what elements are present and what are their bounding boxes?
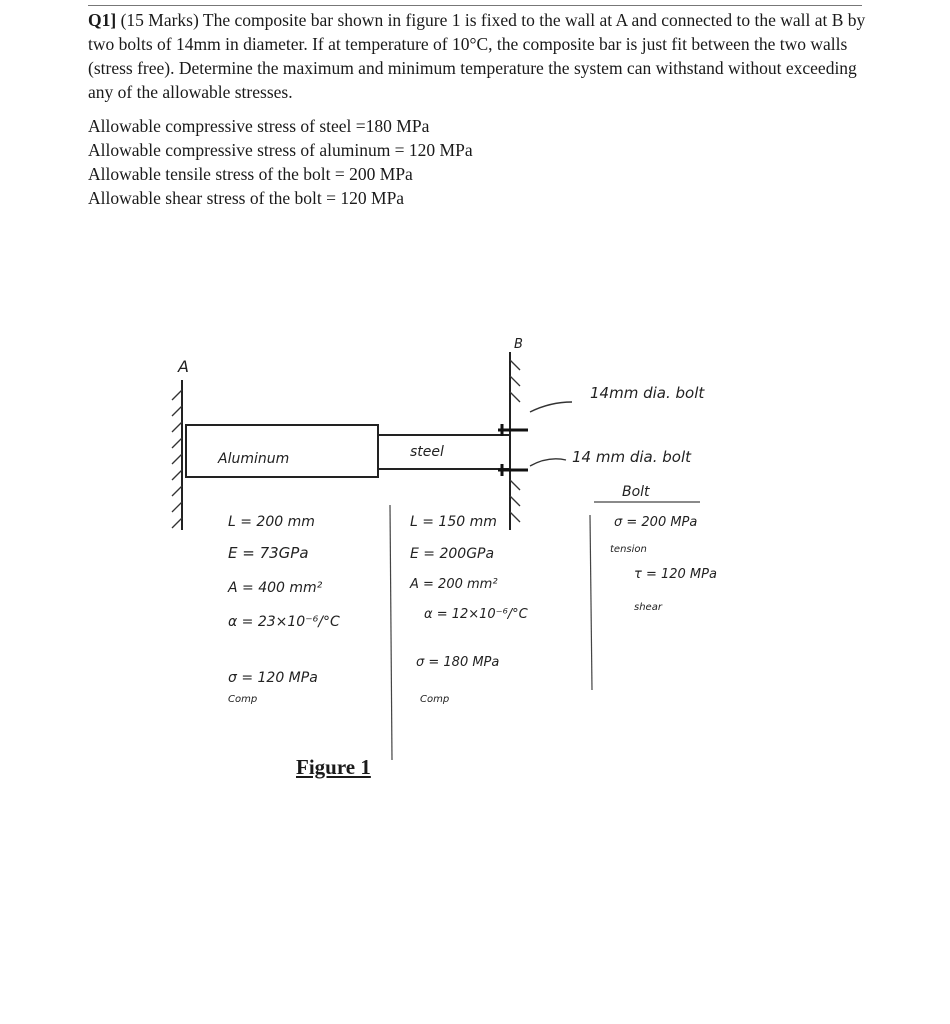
divider-right [590, 515, 592, 690]
st-modulus: E = 200GPa [410, 546, 495, 562]
wall-a-hatching [172, 390, 182, 528]
allowable-bolt-tension: Allowable tensile stress of the bolt = 200 MPa [88, 164, 413, 184]
wall-a-label: A [178, 357, 189, 376]
al-allow-note: Comp [228, 694, 258, 705]
steel-label: steel [410, 444, 444, 460]
bolt-tension-note: tension [610, 544, 647, 555]
al-area: A = 400 mm² [228, 580, 323, 596]
aluminum-label: Aluminum [218, 451, 290, 467]
wall-b-label: B [514, 337, 523, 352]
al-modulus: E = 73GPa [228, 544, 309, 562]
question-body: The composite bar shown in figure 1 is fixed to the wall at A and connected to the wall at B by two bolts of 14mm in diameter. If at temperature of 10°C, the composite bar is just fit between the two walls (stress free). Determine the maximum and minimum temperature the system can withstand without exceeding any of the allowable stresses. [88, 10, 866, 102]
bolt-bottom-label: 14 mm dia. bolt [572, 448, 692, 466]
steel-bar [378, 435, 510, 469]
st-allow-stress: σ = 180 MPa [416, 655, 500, 670]
st-allow-note: Comp [420, 694, 450, 705]
bolt-top [498, 424, 528, 436]
bolt-top-label: 14mm dia. bolt [590, 384, 705, 402]
composite-bar-figure [0, 330, 950, 800]
allowable-bolt-shear: Allowable shear stress of the bolt = 120 MPa [88, 188, 405, 208]
bolt-heading: Bolt [622, 484, 650, 500]
question-block [88, 8, 878, 210]
top-rule [88, 5, 862, 6]
divider-left [390, 505, 392, 760]
al-length: L = 200 mm [228, 514, 315, 530]
bolt-top-leader [530, 402, 572, 412]
bolt-bottom-leader [530, 459, 566, 466]
bolt-bottom [498, 464, 528, 476]
figure-caption: Figure 1 [296, 755, 371, 779]
question-number: Q1] [88, 10, 117, 30]
allowable-steel: Allowable compressive stress of steel =180 MPa [88, 116, 430, 136]
bolt-tension-stress: σ = 200 MPa [614, 515, 698, 530]
allowable-aluminum: Allowable compressive stress of aluminum = 120 MPa [88, 140, 473, 160]
question-text [88, 8, 878, 104]
st-alpha: α = 12×10⁻⁶/°C [424, 607, 528, 622]
question-marks: (15 Marks) [120, 10, 199, 30]
al-allow-stress: σ = 120 MPa [228, 670, 318, 686]
al-alpha: α = 23×10⁻⁶/°C [228, 614, 340, 630]
st-area: A = 200 mm² [410, 577, 498, 592]
bolt-shear-stress: τ = 120 MPa [634, 567, 717, 582]
bolt-shear-note: shear [634, 602, 662, 613]
wall-b-hatching [510, 360, 520, 522]
st-length: L = 150 mm [410, 514, 497, 530]
